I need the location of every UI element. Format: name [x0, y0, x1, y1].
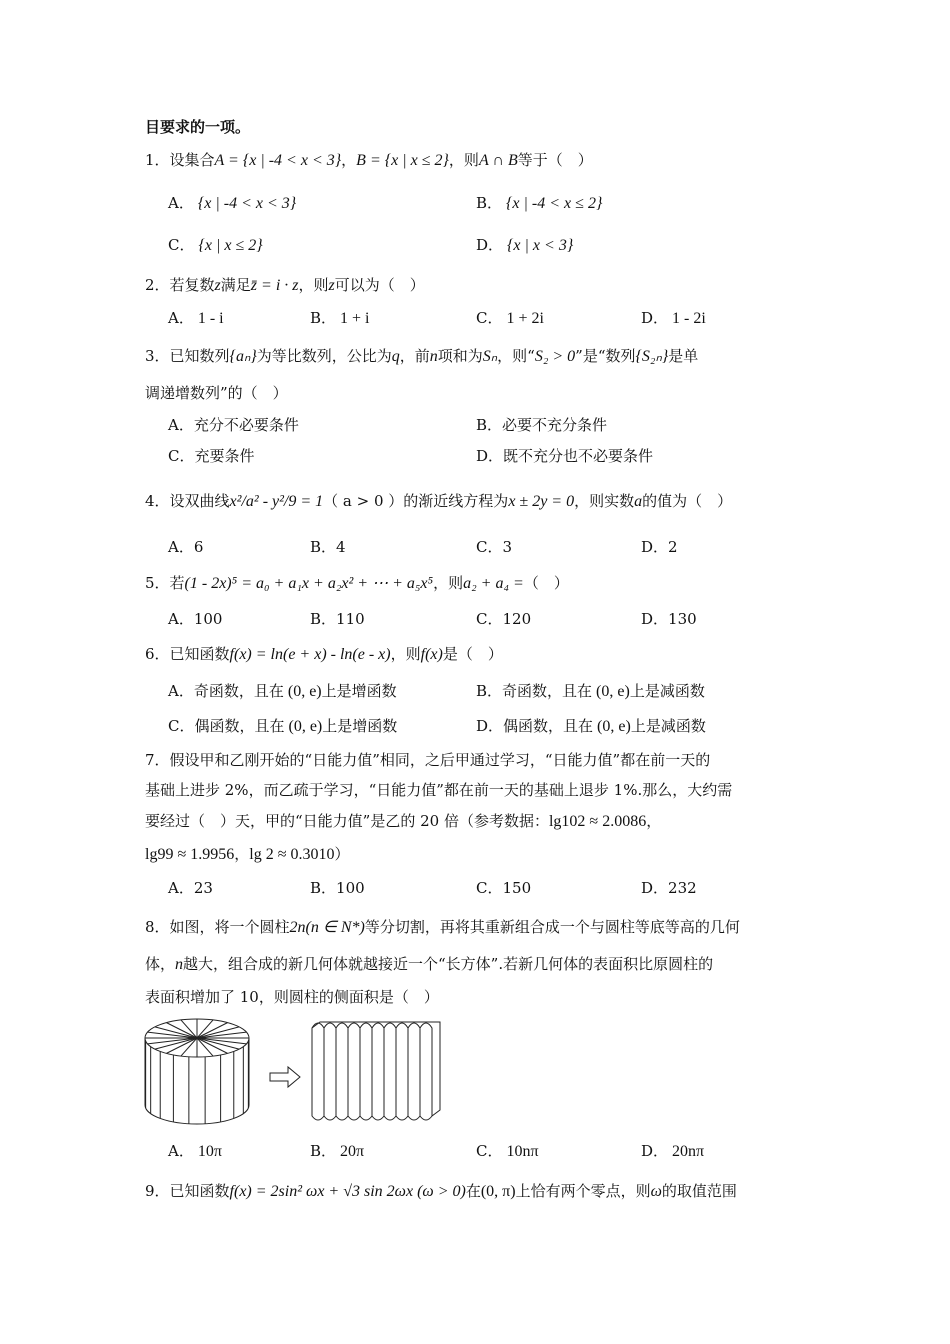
section-header: 目要求的一项。 — [145, 118, 251, 136]
question-6: 6．已知函数f(x) = ln(e + x) - ln(e - x)，则f(x)是（ ） — [145, 645, 503, 663]
q1-option-a: A． {x | -4 < x < 3} — [168, 194, 297, 212]
q5-option-c: C．120 — [476, 610, 532, 628]
cylinder-top-divider — [197, 1020, 213, 1038]
question-7-line-4: lg99 ≈ 1.9956，lg 2 ≈ 0.3010） — [145, 845, 350, 863]
question-7-line-2: 基础上进步 2%，而乙疏于学习，“日能力值”都在前一天的基础上退步 1%.那么，大约需 — [145, 781, 733, 799]
q4-option-d: D．2 — [641, 538, 678, 556]
q7-option-c: C．150 — [476, 879, 532, 897]
question-8-line-2: 体，n越大，组合成的新几何体就越接近一个“长方体”.若新几何体的表面积比原圆柱的 — [145, 955, 714, 973]
q1-sep: ， — [341, 151, 357, 169]
question-4: 4．设双曲线x²/a² - y²/9 = 1（ a > 0 ）的渐近线方程为x ± 2y = 0，则实数a的值为（ ） — [145, 492, 733, 510]
q8-option-c: C． 10nπ — [476, 1142, 539, 1160]
q2-option-d: D． 1 - 2i — [641, 309, 706, 327]
q1-option-b: B． {x | -4 < x ≤ 2} — [476, 194, 603, 212]
cylinder-top-divider — [197, 1038, 239, 1049]
q6-option-b: B．奇函数，且在 (0, e)上是减函数 — [476, 682, 705, 700]
solid-segment — [324, 1023, 336, 1120]
cylinder-top-divider — [197, 1038, 246, 1044]
solid-segment — [360, 1023, 372, 1120]
q8-option-a: A． 10π — [168, 1142, 222, 1160]
q3-option-d: D．既不充分也不必要条件 — [476, 447, 654, 465]
question-8-line-1: 8．如图，将一个圆柱2n(n ∈ N*)等分切割，再将其重新组合成一个与圆柱等底等高的几何 — [145, 918, 740, 936]
q7-option-a: A．23 — [168, 879, 213, 897]
q4-option-a: A．6 — [168, 538, 204, 556]
reassembled-solid-figure — [312, 1022, 440, 1120]
cylinder-top-divider — [197, 1038, 213, 1056]
q3-option-b: B．必要不充分条件 — [476, 416, 608, 434]
q1-end: 等于（ ） — [517, 151, 593, 169]
q8-option-b: B． 20π — [310, 1142, 365, 1160]
q4-option-b: B．4 — [310, 538, 346, 556]
q3-option-c: C．充要条件 — [168, 447, 255, 465]
q7-option-b: B．100 — [310, 879, 365, 897]
solid-segment — [420, 1023, 432, 1120]
cylinder-top-divider — [155, 1027, 197, 1038]
solid-segment — [372, 1023, 384, 1120]
solid-segment — [396, 1023, 408, 1120]
cylinder-top-divider — [197, 1027, 239, 1038]
q1-stem: 1．设集合 — [145, 151, 215, 169]
solid-segment — [312, 1023, 324, 1120]
q6-option-d: D．偶函数，且在 (0, e)上是减函数 — [476, 717, 706, 735]
cylinder-top-divider — [148, 1038, 197, 1044]
q2-option-b: B． 1 + i — [310, 309, 370, 327]
solid-segment — [348, 1023, 360, 1120]
q1-set-a: A = {x | -4 < x < 3} — [214, 152, 342, 169]
question-2: 2．若复数z满足z̄ = i · z，则z可以为（ ） — [145, 276, 425, 294]
q7-option-d: D．232 — [641, 879, 697, 897]
arrow-icon — [270, 1067, 300, 1087]
cylinder-top-divider — [197, 1032, 246, 1038]
q1-option-d: D． {x | x < 3} — [476, 236, 574, 254]
q5-option-a: A．100 — [168, 610, 223, 628]
question-8-line-3: 表面积增加了 10，则圆柱的侧面积是（ ） — [145, 988, 439, 1006]
question-3-line-2: 调递增数列”的（ ） — [145, 384, 288, 402]
cylinder-top-divider — [181, 1038, 197, 1056]
question-5: 5．若(1 - 2x)⁵ = a₀ + a₁x + a₂x² + ⋯ + a₅x⁵，则a₂ + a₄ =（ ） — [145, 574, 569, 592]
q1-expr: A ∩ B — [478, 152, 518, 169]
q5-option-b: B．110 — [310, 610, 365, 628]
q6-option-c: C．偶函数，且在 (0, e)上是增函数 — [168, 717, 398, 735]
q3-option-a: A．充分不必要条件 — [168, 416, 299, 434]
q2-option-a: A． 1 - i — [168, 309, 224, 327]
question-1 — [145, 150, 593, 171]
q1-tail: ，则 — [448, 151, 479, 169]
q1-option-c: C． {x | x ≤ 2} — [168, 236, 263, 254]
solid-back-edge — [312, 1022, 440, 1116]
q2-option-c: C． 1 + 2i — [476, 309, 544, 327]
question-7-line-3: 要经过（ ）天，甲的“日能力值”是乙的 20 倍（参考数据：lg102 ≈ 2.0086， — [145, 812, 662, 830]
solid-segment — [336, 1023, 348, 1120]
q8-figure — [140, 1012, 450, 1132]
cylinder-figure — [145, 1019, 249, 1124]
cylinder-top-divider — [155, 1038, 197, 1049]
question-7-line-1: 7．假设甲和乙刚开始的“日能力值”相同，之后甲通过学习，“日能力值”都在前一天的 — [145, 751, 711, 769]
q4-option-c: C．3 — [476, 538, 513, 556]
solid-segment — [384, 1023, 396, 1120]
q5-option-d: D．130 — [641, 610, 697, 628]
q8-option-d: D． 20nπ — [641, 1142, 705, 1160]
q1-set-b: B = {x | x ≤ 2} — [356, 152, 449, 169]
q6-option-a: A．奇函数，且在 (0, e)上是增函数 — [168, 682, 397, 700]
question-3: 3．已知数列{aₙ}为等比数列，公比为q，前n项和为Sₙ，则“S₂ > 0”是“数列{S₂ₙ}是单 — [145, 347, 699, 365]
cylinder-top-divider — [181, 1020, 197, 1038]
solid-segment — [408, 1023, 420, 1120]
cylinder-top-divider — [148, 1032, 197, 1038]
question-9: 9．已知函数f(x) = 2sin² ωx + √3 sin 2ωx (ω > 0)在(0, π)上恰有两个零点，则ω的取值范围 — [145, 1182, 737, 1200]
